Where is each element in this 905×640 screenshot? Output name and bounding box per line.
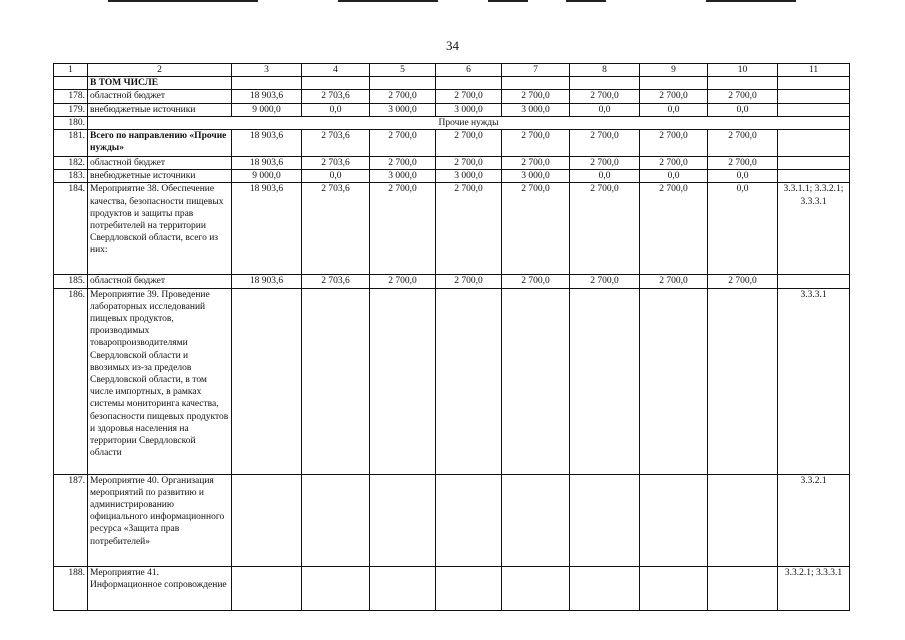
column-header: 6 bbox=[436, 64, 502, 77]
value-cell: 2 703,6 bbox=[302, 130, 370, 157]
table-row bbox=[54, 183, 850, 275]
row-number: 181. bbox=[54, 130, 88, 157]
value-cell: 2 700,0 bbox=[370, 90, 436, 103]
value-cell: 2 700,0 bbox=[708, 157, 778, 170]
row-number: 182. bbox=[54, 157, 88, 170]
table-row bbox=[54, 116, 850, 129]
value-cell: 3 000,0 bbox=[502, 103, 570, 116]
value-cell bbox=[708, 474, 778, 566]
value-cell: 9 000,0 bbox=[232, 170, 302, 183]
value-cell bbox=[436, 288, 502, 474]
target-code-cell: 3.3.1.1; 3.3.2.1; 3.3.3.1 bbox=[778, 183, 850, 275]
column-header: 1 bbox=[54, 64, 88, 77]
value-cell bbox=[302, 474, 370, 566]
value-cell: 2 700,0 bbox=[570, 90, 640, 103]
value-cell: 0,0 bbox=[302, 103, 370, 116]
row-name: областной бюджет bbox=[88, 90, 232, 103]
value-cell: 0,0 bbox=[708, 103, 778, 116]
target-code-cell: 3.3.3.1 bbox=[778, 288, 850, 474]
value-cell bbox=[570, 566, 640, 610]
value-cell: 0,0 bbox=[708, 170, 778, 183]
value-cell: 0,0 bbox=[640, 103, 708, 116]
top-edge-line bbox=[566, 0, 606, 2]
value-cell: 9 000,0 bbox=[232, 103, 302, 116]
row-number: 178. bbox=[54, 90, 88, 103]
row-number: 183. bbox=[54, 170, 88, 183]
value-cell: 2 700,0 bbox=[436, 275, 502, 288]
value-cell bbox=[708, 77, 778, 90]
value-cell bbox=[232, 77, 302, 90]
value-cell bbox=[640, 288, 708, 474]
value-cell: 2 700,0 bbox=[370, 183, 436, 275]
value-cell: 18 903,6 bbox=[232, 157, 302, 170]
row-name: внебюджетные источники bbox=[88, 170, 232, 183]
value-cell bbox=[708, 566, 778, 610]
value-cell: 2 700,0 bbox=[436, 130, 502, 157]
value-cell bbox=[640, 566, 708, 610]
target-code-cell: 3.3.2.1; 3.3.3.1 bbox=[778, 566, 850, 610]
table-row bbox=[54, 474, 850, 566]
value-cell: 2 700,0 bbox=[502, 130, 570, 157]
target-code-cell bbox=[778, 130, 850, 157]
value-cell: 2 700,0 bbox=[436, 90, 502, 103]
value-cell: 2 700,0 bbox=[570, 183, 640, 275]
budget-table bbox=[53, 63, 850, 611]
section-title: Прочие нужды bbox=[88, 116, 850, 129]
table-row bbox=[54, 130, 850, 157]
row-number: 185. bbox=[54, 275, 88, 288]
value-cell bbox=[436, 566, 502, 610]
value-cell bbox=[302, 566, 370, 610]
value-cell: 18 903,6 bbox=[232, 130, 302, 157]
value-cell: 2 700,0 bbox=[370, 275, 436, 288]
value-cell bbox=[502, 288, 570, 474]
value-cell: 2 700,0 bbox=[570, 275, 640, 288]
value-cell bbox=[302, 77, 370, 90]
row-name: внебюджетные источники bbox=[88, 103, 232, 116]
table-row bbox=[54, 566, 850, 610]
value-cell: 3 000,0 bbox=[370, 103, 436, 116]
value-cell bbox=[502, 77, 570, 90]
value-cell: 0,0 bbox=[570, 170, 640, 183]
column-header: 9 bbox=[640, 64, 708, 77]
top-edge-line bbox=[338, 0, 438, 2]
row-number: 188. bbox=[54, 566, 88, 610]
value-cell bbox=[502, 566, 570, 610]
column-header: 5 bbox=[370, 64, 436, 77]
column-header: 4 bbox=[302, 64, 370, 77]
value-cell: 2 700,0 bbox=[640, 183, 708, 275]
value-cell: 2 703,6 bbox=[302, 275, 370, 288]
row-name: Всего по направлению «Прочие нужды» bbox=[88, 130, 232, 157]
value-cell: 2 703,6 bbox=[302, 157, 370, 170]
row-name: областной бюджет bbox=[88, 275, 232, 288]
value-cell bbox=[570, 474, 640, 566]
value-cell bbox=[502, 474, 570, 566]
target-code-cell: 3.3.2.1 bbox=[778, 474, 850, 566]
value-cell: 2 700,0 bbox=[436, 183, 502, 275]
row-name: областной бюджет bbox=[88, 157, 232, 170]
top-edge-line bbox=[706, 0, 796, 2]
value-cell: 3 000,0 bbox=[436, 170, 502, 183]
table-row bbox=[54, 77, 850, 90]
top-edge-line bbox=[108, 0, 258, 2]
value-cell bbox=[370, 288, 436, 474]
target-code-cell bbox=[778, 77, 850, 90]
row-name: Мероприятие 38. Обеспечение качества, безопасности пищевых продуктов и защиты прав потребителей на территории Свердловской области, всего из них: bbox=[88, 183, 232, 275]
value-cell: 2 700,0 bbox=[570, 130, 640, 157]
value-cell: 2 700,0 bbox=[708, 275, 778, 288]
value-cell: 2 700,0 bbox=[708, 130, 778, 157]
row-name: Мероприятие 41. Информационное сопровождение bbox=[88, 566, 232, 610]
value-cell bbox=[370, 566, 436, 610]
row-number: 184. bbox=[54, 183, 88, 275]
table-row bbox=[54, 288, 850, 474]
table-row bbox=[54, 103, 850, 116]
target-code-cell bbox=[778, 170, 850, 183]
table-header-row bbox=[54, 64, 850, 77]
table-row bbox=[54, 170, 850, 183]
column-header: 11 bbox=[778, 64, 850, 77]
table-row bbox=[54, 157, 850, 170]
value-cell: 2 700,0 bbox=[502, 275, 570, 288]
value-cell: 18 903,6 bbox=[232, 90, 302, 103]
value-cell: 2 700,0 bbox=[640, 130, 708, 157]
target-code-cell bbox=[778, 90, 850, 103]
row-number bbox=[54, 77, 88, 90]
row-number: 187. bbox=[54, 474, 88, 566]
value-cell: 3 000,0 bbox=[502, 170, 570, 183]
top-edge-line bbox=[488, 0, 528, 2]
row-name: Мероприятие 39. Проведение лабораторных исследований пищевых продуктов, производимых товаропроизводителями Свердловской области и ввозимых из-за пределов Свердловской области, в том числе импортных, в рамках системы мониторинга качества, безопасности пищевых продуктов и здоровья населения на территории Свердловской области bbox=[88, 288, 232, 474]
value-cell: 0,0 bbox=[570, 103, 640, 116]
row-name: Мероприятие 40. Организация мероприятий по развитию и администрированию официального информационного ресурса «Защита прав потребителей» bbox=[88, 474, 232, 566]
row-number: 186. bbox=[54, 288, 88, 474]
value-cell bbox=[232, 288, 302, 474]
value-cell: 2 700,0 bbox=[370, 157, 436, 170]
value-cell: 18 903,6 bbox=[232, 183, 302, 275]
value-cell bbox=[570, 77, 640, 90]
value-cell: 0,0 bbox=[640, 170, 708, 183]
value-cell: 2 700,0 bbox=[502, 90, 570, 103]
value-cell bbox=[370, 77, 436, 90]
value-cell: 0,0 bbox=[708, 183, 778, 275]
value-cell: 0,0 bbox=[302, 170, 370, 183]
column-header: 2 bbox=[88, 64, 232, 77]
column-header: 10 bbox=[708, 64, 778, 77]
value-cell: 2 700,0 bbox=[640, 90, 708, 103]
target-code-cell bbox=[778, 103, 850, 116]
value-cell: 2 700,0 bbox=[640, 275, 708, 288]
column-header: 3 bbox=[232, 64, 302, 77]
column-header: 7 bbox=[502, 64, 570, 77]
target-code-cell bbox=[778, 157, 850, 170]
value-cell bbox=[302, 288, 370, 474]
value-cell: 2 700,0 bbox=[502, 183, 570, 275]
row-name: В ТОМ ЧИСЛЕ bbox=[88, 77, 232, 90]
value-cell: 3 000,0 bbox=[370, 170, 436, 183]
value-cell: 2 703,6 bbox=[302, 90, 370, 103]
value-cell: 2 700,0 bbox=[640, 157, 708, 170]
value-cell: 2 700,0 bbox=[502, 157, 570, 170]
value-cell bbox=[370, 474, 436, 566]
value-cell bbox=[640, 474, 708, 566]
value-cell: 2 700,0 bbox=[708, 90, 778, 103]
table-row bbox=[54, 275, 850, 288]
value-cell bbox=[640, 77, 708, 90]
value-cell: 2 700,0 bbox=[370, 130, 436, 157]
value-cell bbox=[708, 288, 778, 474]
value-cell: 2 700,0 bbox=[570, 157, 640, 170]
row-number: 180. bbox=[54, 116, 88, 129]
page-number: 34 bbox=[446, 38, 459, 53]
column-header: 8 bbox=[570, 64, 640, 77]
table-row bbox=[54, 90, 850, 103]
value-cell bbox=[570, 288, 640, 474]
value-cell bbox=[232, 474, 302, 566]
value-cell: 2 700,0 bbox=[436, 157, 502, 170]
value-cell bbox=[436, 474, 502, 566]
target-code-cell bbox=[778, 275, 850, 288]
value-cell: 3 000,0 bbox=[436, 103, 502, 116]
value-cell bbox=[232, 566, 302, 610]
value-cell: 2 703,6 bbox=[302, 183, 370, 275]
value-cell bbox=[436, 77, 502, 90]
value-cell: 18 903,6 bbox=[232, 275, 302, 288]
row-number: 179. bbox=[54, 103, 88, 116]
